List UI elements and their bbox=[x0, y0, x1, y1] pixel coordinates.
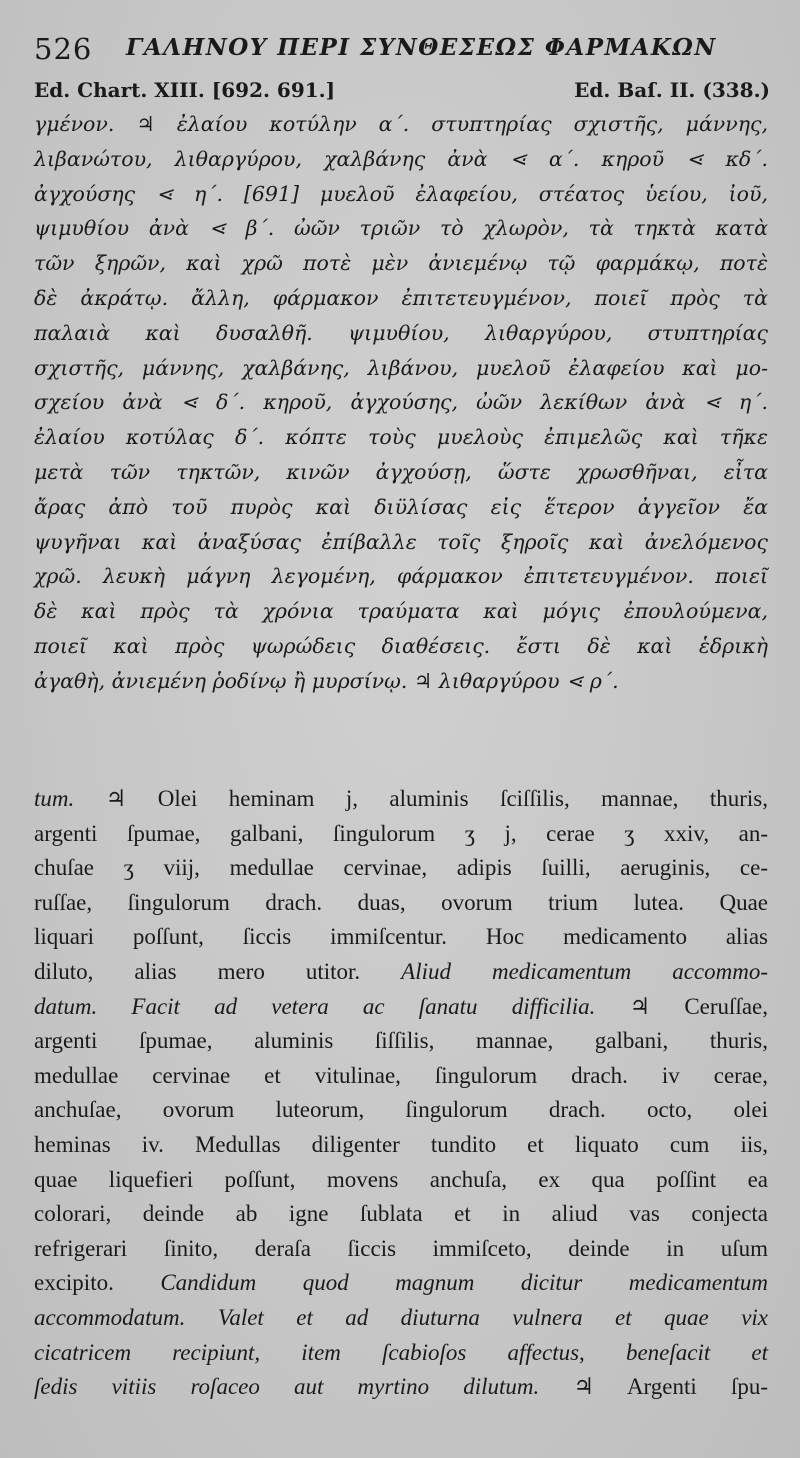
italic-text-segment: tum. bbox=[34, 786, 75, 811]
text-segment: quae liquefieri poſſunt, movens anchuſa, ex qua poſſint ea bbox=[34, 1166, 768, 1192]
greek-text-line: ἄρας ἀπὸ τοῦ πυρὸς καὶ διϋλίσας εἰς ἕτερον ἀγγεῖον ἔα bbox=[34, 494, 768, 519]
greek-text-line: δὲ καὶ πρὸς τὰ χρόνια τραύματα καὶ μόγις ἐπουλούμενα, bbox=[34, 599, 768, 624]
italic-text-segment: datum. Facit ad vetera ac ſanatu difficilia. bbox=[34, 993, 596, 1019]
running-title: ΓΑΛΗΝΟΥ ΠΕΡΙ ΣΥΝΘΕΣΕΩΣ ΦΑΡΜΑΚΩΝ bbox=[126, 34, 717, 61]
greek-text-line: παλαιὰ καὶ δυσαλθῆ. ψιμυθίου, λιθαργύρου, στυπτηρίας bbox=[34, 320, 768, 345]
text-segment: anchuſae, ovorum luteorum, ſingulorum drach. octo, olei bbox=[34, 1097, 768, 1123]
text-segment: colorari, deinde ab igne ſublata et in aliud vas conjecta bbox=[34, 1201, 768, 1227]
latin-text-line bbox=[34, 1232, 768, 1267]
italic-text-segment: accommodatum. Valet et ad diuturna vulnera et quae vix bbox=[34, 1304, 768, 1330]
text-segment: excipito. bbox=[34, 1270, 161, 1296]
greek-text-line: ψιμυθίου ἀνὰ ⋖ β΄. ὠῶν τριῶν τὸ χλωρὸν, τὰ τηκτὰ κατὰ bbox=[34, 216, 768, 241]
latin-text-line bbox=[34, 1336, 768, 1371]
page-number: 526 bbox=[34, 32, 93, 66]
latin-text-line bbox=[34, 851, 768, 886]
edition-chartier: Ed. Chart. XIII. [692. 691.] bbox=[34, 78, 336, 102]
italic-text-segment: ſedis vitiis roſaceo aut myrtino dilutum. bbox=[34, 1374, 540, 1400]
text-segment: ruſſae, ſingulorum drach. duas, ovorum trium lutea. Quae bbox=[34, 889, 768, 915]
latin-text-line bbox=[34, 1128, 768, 1163]
latin-text-line bbox=[34, 1093, 768, 1128]
greek-text-line: μετὰ τῶν τηκτῶν, κινῶν ἀγχούσῃ, ὥστε χρωσθῆναι, εἶτα bbox=[34, 459, 768, 484]
text-segment: refrigerari ſinito, deraſa ſiccis immiſceto, deinde in uſum bbox=[34, 1235, 768, 1261]
greek-text-line: σχείου ἀνὰ ⋖ δ΄. κηροῦ, ἀγχούσης, ὠῶν λεκίθων ἀνὰ ⋖ η΄. bbox=[34, 390, 768, 415]
latin-text-line bbox=[34, 1163, 768, 1198]
latin-text-line bbox=[34, 1301, 768, 1336]
latin-text-line bbox=[34, 817, 768, 852]
text-segment: chuſae ʒ viij, medullae cervinae, adipis ſuilli, aeruginis, ce- bbox=[34, 855, 768, 881]
page-header bbox=[34, 28, 774, 68]
greek-text-block bbox=[34, 107, 768, 699]
greek-text-line: ἀγχούσης ⋖ η΄. [691] μυελοῦ ἐλαφείου, στέατος ὑείου, ἰοῦ, bbox=[34, 181, 768, 206]
greek-text-line: ποιεῖ καὶ πρὸς ψωρώδεις διαθέσεις. ἔστι δὲ καὶ ἑδρικὴ bbox=[34, 633, 768, 658]
latin-text-line bbox=[34, 1370, 768, 1405]
greek-text-line: γμένον. ♃ ἐλαίου κοτύλην α΄. στυπτηρίας σχιστῆς, μάννης, bbox=[34, 112, 768, 136]
latin-text-line bbox=[34, 1197, 768, 1232]
greek-text-line: λιβανώτου, λιθαργύρου, χαλβάνης ἀνὰ ⋖ α΄. κηροῦ ⋖ κδ΄. bbox=[34, 146, 768, 171]
latin-text-line bbox=[34, 1024, 768, 1059]
edition-line bbox=[34, 78, 770, 106]
italic-text-segment: Candidum quod magnum dicitur medicamentum bbox=[160, 1270, 768, 1296]
text-segment: liquari poſſunt, ſiccis immiſcentur. Hoc medicamento alias bbox=[34, 924, 768, 950]
text-segment: ♃ Olei heminam j, aluminis ſciſſilis, mannae, thuris, bbox=[74, 786, 768, 811]
greek-text-line: ἐλαίου κοτύλας δ΄. κόπτε τοὺς μυελοὺς ἐπιμελῶς καὶ τῆκε bbox=[34, 425, 768, 450]
italic-text-segment: Aliud medicamentum accommo- bbox=[401, 958, 768, 984]
latin-text-line bbox=[34, 782, 768, 817]
greek-text-line: σχιστῆς, μάννης, χαλβάνης, λιβάνου, μυελοῦ ἐλαφείου καὶ μο- bbox=[34, 355, 768, 380]
text-segment: ♃ Ceruſſae, bbox=[595, 993, 769, 1019]
text-segment: argenti ſpumae, aluminis ſiſſilis, mannae, galbani, thuris, bbox=[34, 1028, 768, 1054]
greek-text-line: ἀγαθὴ, ἀνιεμένη ῥοδίνῳ ἢ μυρσίνῳ. ♃ λιθαργύρου ⋖ ρ΄. bbox=[34, 668, 619, 693]
italic-text-segment: cicatricem recipiunt, item ſcabioſos affectus, beneſacit et bbox=[34, 1339, 768, 1365]
latin-text-line bbox=[34, 1266, 768, 1301]
edition-basel: Ed. Baſ. II. (338.) bbox=[574, 78, 770, 102]
latin-text-line bbox=[34, 1059, 768, 1094]
latin-text-line bbox=[34, 990, 768, 1025]
greek-text-line: χρῶ. λευκὴ μάγνη λεγομένη, φάρμακον ἐπιτετευγμένον. ποιεῖ bbox=[34, 564, 768, 589]
text-segment: heminas iv. Medullas diligenter tundito et liquato cum iis, bbox=[34, 1131, 768, 1157]
text-segment: argenti ſpumae, galbani, ſingulorum ʒ j, cerae ʒ xxiv, an- bbox=[34, 820, 768, 846]
greek-text-line: τῶν ξηρῶν, καὶ χρῶ ποτὲ μὲν ἀνιεμένῳ τῷ φαρμάκῳ, ποτὲ bbox=[34, 251, 768, 276]
latin-text-line bbox=[34, 886, 768, 921]
text-segment: ♃ Argenti ſpu- bbox=[539, 1374, 768, 1400]
greek-text-line: δὲ ἀκράτῳ. ἄλλη, φάρμακον ἐπιτετευγμένον, ποιεῖ πρὸς τὰ bbox=[34, 285, 768, 310]
text-segment: medullae cervinae et vitulinae, ſingulorum drach. iv cerae, bbox=[34, 1062, 768, 1088]
latin-text-block bbox=[34, 782, 768, 1405]
latin-text-line bbox=[34, 955, 768, 990]
greek-text-line: ψυγῆναι καὶ ἀναξύσας ἐπίβαλλε τοῖς ξηροῖς καὶ ἀνελόμενος bbox=[34, 529, 768, 554]
text-segment: diluto, alias mero utitor. bbox=[34, 958, 402, 984]
latin-text-line bbox=[34, 920, 768, 955]
